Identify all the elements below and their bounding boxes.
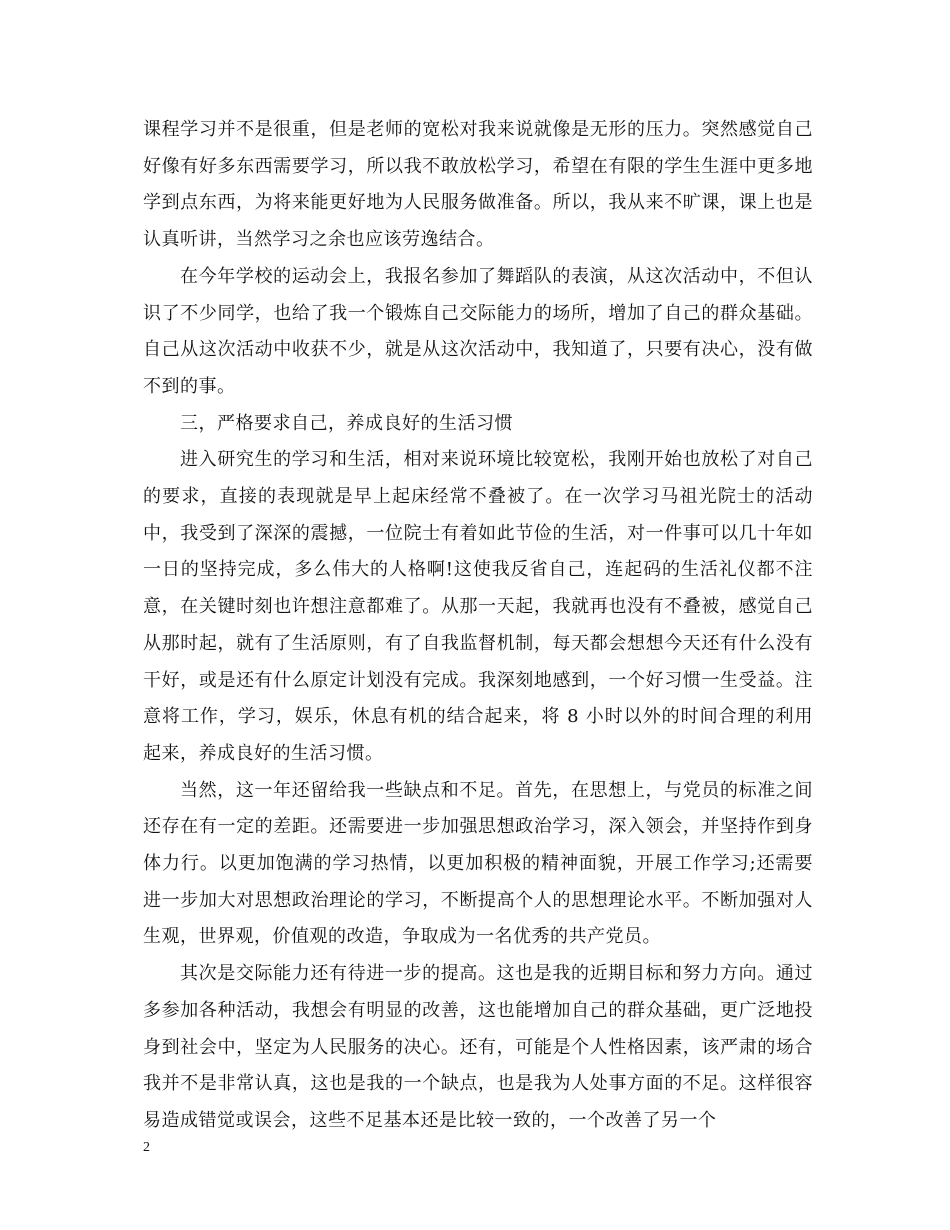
paragraph-3: 进入研究生的学习和生活，相对来说环境比较宽松，我刚开始也放松了对自己的要求，直接的表现就是早上起床经常不叠被了。在一次学习马祖光院士的活动中，我受到了深深的震撼，一位院士有着如此节俭的生活，对一件事可以几十年如一日的坚持完成，多么伟大的人格啊!这使我反省自己，连起码的生活礼仪都不注意，在关键时刻也许想注意都难了。从那一天起，我就再也没有不叠被，感觉自己从那时起，就有了生活原则，有了自我监督机制，每天都会想想今天还有什么没有干好，或是还有什么原定计划没有完成。我深刻地感到，一个好习惯一生受益。注意将工作，学习，娱乐，休息有机的结合起来，将 8 小时以外的时间合理的利用起来，养成良好的生活习惯。 bbox=[143, 449, 813, 764]
document-body bbox=[143, 112, 813, 1140]
page-number: 2 bbox=[143, 1140, 150, 1155]
paragraph-2: 在今年学校的运动会上，我报名参加了舞蹈队的表演，从这次活动中，不但认识了不少同学，也给了我一个锻炼自己交际能力的场所，增加了自己的群众基础。自己从这次活动中收获不少，就是从这次活动中，我知道了，只要有决心，没有做不到的事。 bbox=[143, 265, 813, 397]
paragraph-1: 课程学习并不是很重，但是老师的宽松对我来说就像是无形的压力。突然感觉自己好像有好多东西需要学习，所以我不敢放松学习，希望在有限的学生生涯中更多地学到点东西，为将来能更好地为人民服务做准备。所以，我从来不旷课，课上也是认真听讲，当然学习之余也应该劳逸结合。 bbox=[143, 119, 813, 251]
paragraph-5: 其次是交际能力还有待进一步的提高。这也是我的近期目标和努力方向。通过多参加各种活动，我想会有明显的改善，这也能增加自己的群众基础，更广泛地投身到社会中，坚定为人民服务的决心。还有，可能是个人性格因素，该严肃的场合我并不是非常认真，这也是我的一个缺点，也是我为人处事方面的不足。这样很容易造成错觉或误会，这些不足基本还是比较一致的，一个改善了另一个 bbox=[143, 963, 813, 1131]
section-heading: 三，严格要求自己，养成良好的生活习惯 bbox=[180, 412, 513, 434]
paragraph-4: 当然，这一年还留给我一些缺点和不足。首先，在思想上，与党员的标准之间还存在有一定的差距。还需要进一步加强思想政治学习，深入领会，并坚持作到身体力行。以更加饱满的学习热情，以更加积极的精神面貌，开展工作学习;还需要进一步加大对思想政治理论的学习，不断提高个人的思想理论水平。不断加强对人生观，世界观，价值观的改造，争取成为一名优秀的共产党员。 bbox=[143, 779, 813, 948]
